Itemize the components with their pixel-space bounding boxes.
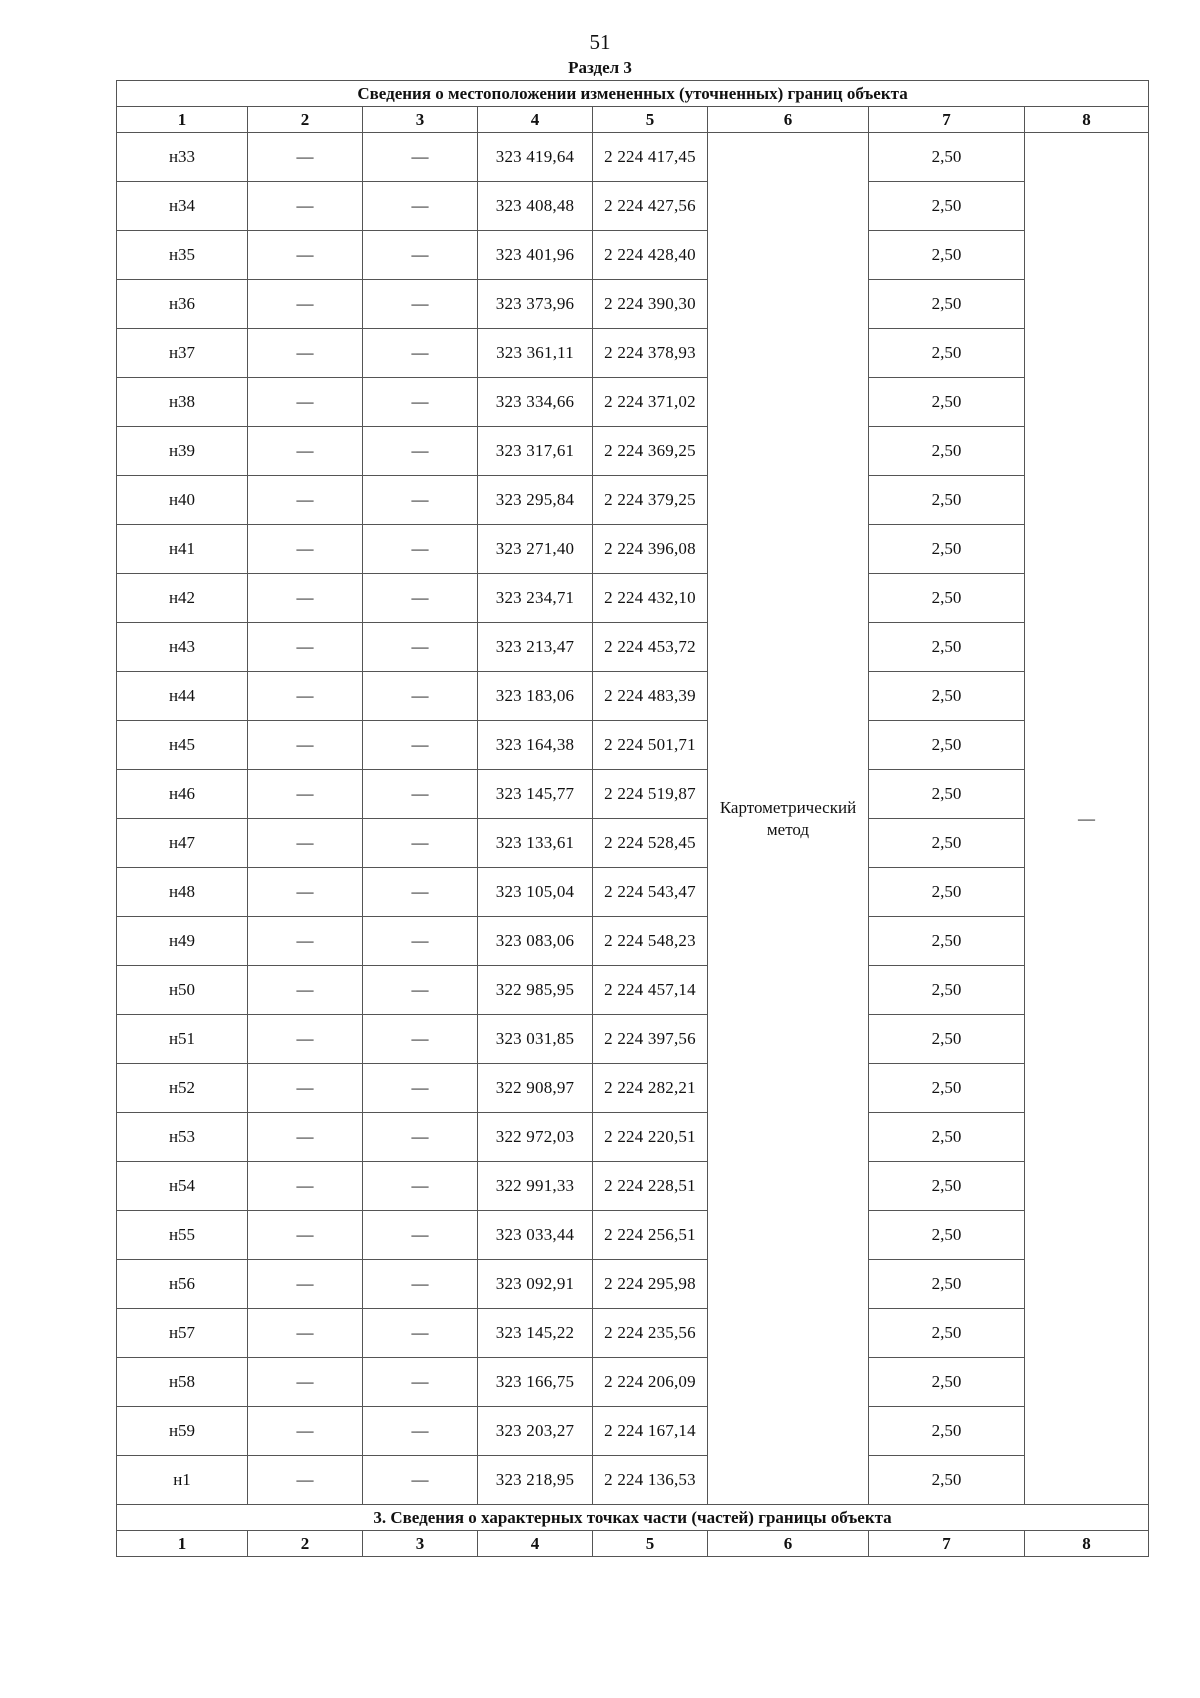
footer-column-number: 3 — [363, 1531, 478, 1557]
column3-cell: — — [363, 1456, 478, 1505]
column3-cell: — — [363, 819, 478, 868]
point-name-cell: н40 — [117, 476, 248, 525]
accuracy-cell: 2,50 — [869, 1407, 1025, 1456]
column3-cell: — — [363, 231, 478, 280]
column2-cell: — — [248, 182, 363, 231]
accuracy-cell: 2,50 — [869, 182, 1025, 231]
point-name-cell: н1 — [117, 1456, 248, 1505]
x-coordinate-cell: 322 985,95 — [478, 966, 593, 1015]
column3-cell: — — [363, 721, 478, 770]
point-name-cell: н55 — [117, 1211, 248, 1260]
column2-cell: — — [248, 1407, 363, 1456]
y-coordinate-cell: 2 224 543,47 — [593, 868, 708, 917]
y-coordinate-cell: 2 224 282,21 — [593, 1064, 708, 1113]
table-row — [117, 1260, 1149, 1309]
y-coordinate-cell: 2 224 396,08 — [593, 525, 708, 574]
column3-cell: — — [363, 966, 478, 1015]
column2-cell: — — [248, 427, 363, 476]
table-row — [117, 770, 1149, 819]
point-name-cell: н56 — [117, 1260, 248, 1309]
y-coordinate-cell: 2 224 235,56 — [593, 1309, 708, 1358]
column-number-row — [117, 107, 1149, 133]
accuracy-cell: 2,50 — [869, 623, 1025, 672]
point-name-cell: н48 — [117, 868, 248, 917]
table-row — [117, 1162, 1149, 1211]
column2-cell: — — [248, 476, 363, 525]
x-coordinate-cell: 323 033,44 — [478, 1211, 593, 1260]
column3-cell: — — [363, 476, 478, 525]
point-name-cell: н41 — [117, 525, 248, 574]
accuracy-cell: 2,50 — [869, 819, 1025, 868]
y-coordinate-cell: 2 224 417,45 — [593, 133, 708, 182]
y-coordinate-cell: 2 224 167,14 — [593, 1407, 708, 1456]
column2-cell: — — [248, 1211, 363, 1260]
x-coordinate-cell: 322 972,03 — [478, 1113, 593, 1162]
x-coordinate-cell: 323 373,96 — [478, 280, 593, 329]
column2-cell: — — [248, 721, 363, 770]
column2-cell: — — [248, 231, 363, 280]
point-name-cell: н54 — [117, 1162, 248, 1211]
column2-cell: — — [248, 819, 363, 868]
column2-cell: — — [248, 966, 363, 1015]
column8-cell: — — [1025, 133, 1149, 1505]
column3-cell: — — [363, 623, 478, 672]
table-row — [117, 672, 1149, 721]
column-number: 7 — [869, 107, 1025, 133]
table-row — [117, 721, 1149, 770]
y-coordinate-cell: 2 224 379,25 — [593, 476, 708, 525]
accuracy-cell: 2,50 — [869, 770, 1025, 819]
point-name-cell: н52 — [117, 1064, 248, 1113]
point-name-cell: н53 — [117, 1113, 248, 1162]
table-row — [117, 476, 1149, 525]
accuracy-cell: 2,50 — [869, 966, 1025, 1015]
accuracy-cell: 2,50 — [869, 329, 1025, 378]
y-coordinate-cell: 2 224 501,71 — [593, 721, 708, 770]
y-coordinate-cell: 2 224 295,98 — [593, 1260, 708, 1309]
accuracy-cell: 2,50 — [869, 378, 1025, 427]
x-coordinate-cell: 323 361,11 — [478, 329, 593, 378]
column-number: 6 — [708, 107, 869, 133]
column3-cell: — — [363, 133, 478, 182]
footer-column-number-row — [117, 1531, 1149, 1557]
column3-cell: — — [363, 868, 478, 917]
x-coordinate-cell: 323 401,96 — [478, 231, 593, 280]
x-coordinate-cell: 323 166,75 — [478, 1358, 593, 1407]
column2-cell: — — [248, 1015, 363, 1064]
table-row — [117, 427, 1149, 476]
table-row — [117, 231, 1149, 280]
table-row — [117, 623, 1149, 672]
column3-cell: — — [363, 1162, 478, 1211]
table-row — [117, 1456, 1149, 1505]
table-row — [117, 182, 1149, 231]
point-name-cell: н38 — [117, 378, 248, 427]
column2-cell: — — [248, 1064, 363, 1113]
footer-header: 3. Сведения о характерных точках части (частей) границы объекта — [117, 1505, 1149, 1531]
x-coordinate-cell: 323 145,77 — [478, 770, 593, 819]
column2-cell: — — [248, 1260, 363, 1309]
accuracy-cell: 2,50 — [869, 868, 1025, 917]
point-name-cell: н43 — [117, 623, 248, 672]
y-coordinate-cell: 2 224 453,72 — [593, 623, 708, 672]
column3-cell: — — [363, 1309, 478, 1358]
column3-cell: — — [363, 378, 478, 427]
table-row — [117, 1064, 1149, 1113]
column-number: 3 — [363, 107, 478, 133]
point-name-cell: н33 — [117, 133, 248, 182]
column2-cell: — — [248, 770, 363, 819]
accuracy-cell: 2,50 — [869, 476, 1025, 525]
x-coordinate-cell: 323 092,91 — [478, 1260, 593, 1309]
column2-cell: — — [248, 672, 363, 721]
accuracy-cell: 2,50 — [869, 1309, 1025, 1358]
x-coordinate-cell: 323 105,04 — [478, 868, 593, 917]
table-row — [117, 329, 1149, 378]
column2-cell: — — [248, 1456, 363, 1505]
table-row — [117, 525, 1149, 574]
accuracy-cell: 2,50 — [869, 721, 1025, 770]
column2-cell: — — [248, 525, 363, 574]
column3-cell: — — [363, 280, 478, 329]
footer-column-number: 6 — [708, 1531, 869, 1557]
point-name-cell: н58 — [117, 1358, 248, 1407]
table-header: Сведения о местоположении измененных (уточненных) границ объекта — [117, 81, 1149, 107]
column-number: 4 — [478, 107, 593, 133]
column2-cell: — — [248, 329, 363, 378]
table-row — [117, 1407, 1149, 1456]
y-coordinate-cell: 2 224 457,14 — [593, 966, 708, 1015]
page-number: 51 — [589, 30, 611, 54]
column3-cell: — — [363, 1407, 478, 1456]
x-coordinate-cell: 323 295,84 — [478, 476, 593, 525]
accuracy-cell: 2,50 — [869, 672, 1025, 721]
x-coordinate-cell: 323 218,95 — [478, 1456, 593, 1505]
table-row — [117, 966, 1149, 1015]
column3-cell: — — [363, 770, 478, 819]
column3-cell: — — [363, 1211, 478, 1260]
column2-cell: — — [248, 280, 363, 329]
y-coordinate-cell: 2 224 378,93 — [593, 329, 708, 378]
column3-cell: — — [363, 1064, 478, 1113]
y-coordinate-cell: 2 224 220,51 — [593, 1113, 708, 1162]
accuracy-cell: 2,50 — [869, 525, 1025, 574]
point-name-cell: н36 — [117, 280, 248, 329]
y-coordinate-cell: 2 224 369,25 — [593, 427, 708, 476]
footer-column-number: 7 — [869, 1531, 1025, 1557]
y-coordinate-cell: 2 224 206,09 — [593, 1358, 708, 1407]
y-coordinate-cell: 2 224 228,51 — [593, 1162, 708, 1211]
y-coordinate-cell: 2 224 519,87 — [593, 770, 708, 819]
column3-cell: — — [363, 672, 478, 721]
column2-cell: — — [248, 917, 363, 966]
column2-cell: — — [248, 1162, 363, 1211]
x-coordinate-cell: 323 083,06 — [478, 917, 593, 966]
x-coordinate-cell: 323 419,64 — [478, 133, 593, 182]
x-coordinate-cell: 323 164,38 — [478, 721, 593, 770]
accuracy-cell: 2,50 — [869, 133, 1025, 182]
table-row — [117, 574, 1149, 623]
column2-cell: — — [248, 1113, 363, 1162]
accuracy-cell: 2,50 — [869, 1064, 1025, 1113]
x-coordinate-cell: 323 145,22 — [478, 1309, 593, 1358]
column-number: 8 — [1025, 107, 1149, 133]
table-row — [117, 868, 1149, 917]
point-name-cell: н45 — [117, 721, 248, 770]
x-coordinate-cell: 323 271,40 — [478, 525, 593, 574]
column2-cell: — — [248, 868, 363, 917]
x-coordinate-cell: 322 991,33 — [478, 1162, 593, 1211]
accuracy-cell: 2,50 — [869, 231, 1025, 280]
x-coordinate-cell: 323 183,06 — [478, 672, 593, 721]
column3-cell: — — [363, 182, 478, 231]
point-name-cell: н46 — [117, 770, 248, 819]
table-row — [117, 378, 1149, 427]
y-coordinate-cell: 2 224 256,51 — [593, 1211, 708, 1260]
y-coordinate-cell: 2 224 428,40 — [593, 231, 708, 280]
x-coordinate-cell: 323 203,27 — [478, 1407, 593, 1456]
column2-cell: — — [248, 378, 363, 427]
x-coordinate-cell: 323 317,61 — [478, 427, 593, 476]
y-coordinate-cell: 2 224 371,02 — [593, 378, 708, 427]
footer-column-number: 4 — [478, 1531, 593, 1557]
x-coordinate-cell: 323 334,66 — [478, 378, 593, 427]
y-coordinate-cell: 2 224 390,30 — [593, 280, 708, 329]
point-name-cell: н47 — [117, 819, 248, 868]
x-coordinate-cell: 323 213,47 — [478, 623, 593, 672]
x-coordinate-cell: 323 133,61 — [478, 819, 593, 868]
column3-cell: — — [363, 917, 478, 966]
boundary-coordinates-table — [116, 80, 1149, 1557]
point-name-cell: н59 — [117, 1407, 248, 1456]
accuracy-cell: 2,50 — [869, 1211, 1025, 1260]
method-cell: Картометрический метод — [708, 133, 869, 1505]
footer-column-number: 8 — [1025, 1531, 1149, 1557]
y-coordinate-cell: 2 224 136,53 — [593, 1456, 708, 1505]
column3-cell: — — [363, 574, 478, 623]
footer-column-number: 2 — [248, 1531, 363, 1557]
accuracy-cell: 2,50 — [869, 1456, 1025, 1505]
table-row — [117, 1358, 1149, 1407]
column3-cell: — — [363, 1015, 478, 1064]
y-coordinate-cell: 2 224 427,56 — [593, 182, 708, 231]
y-coordinate-cell: 2 224 483,39 — [593, 672, 708, 721]
accuracy-cell: 2,50 — [869, 1260, 1025, 1309]
table-row — [117, 1015, 1149, 1064]
y-coordinate-cell: 2 224 432,10 — [593, 574, 708, 623]
y-coordinate-cell: 2 224 397,56 — [593, 1015, 708, 1064]
y-coordinate-cell: 2 224 528,45 — [593, 819, 708, 868]
x-coordinate-cell: 323 234,71 — [478, 574, 593, 623]
column2-cell: — — [248, 1309, 363, 1358]
footer-column-number: 1 — [117, 1531, 248, 1557]
point-name-cell: н39 — [117, 427, 248, 476]
table-row — [117, 133, 1149, 182]
accuracy-cell: 2,50 — [869, 574, 1025, 623]
point-name-cell: н44 — [117, 672, 248, 721]
accuracy-cell: 2,50 — [869, 280, 1025, 329]
column-number: 2 — [248, 107, 363, 133]
section-title: Раздел 3 — [568, 58, 632, 77]
point-name-cell: н49 — [117, 917, 248, 966]
point-name-cell: н35 — [117, 231, 248, 280]
column2-cell: — — [248, 574, 363, 623]
point-name-cell: н57 — [117, 1309, 248, 1358]
column3-cell: — — [363, 1260, 478, 1309]
accuracy-cell: 2,50 — [869, 1015, 1025, 1064]
footer-column-number: 5 — [593, 1531, 708, 1557]
accuracy-cell: 2,50 — [869, 1113, 1025, 1162]
column3-cell: — — [363, 1358, 478, 1407]
accuracy-cell: 2,50 — [869, 427, 1025, 476]
column3-cell: — — [363, 1113, 478, 1162]
column2-cell: — — [248, 1358, 363, 1407]
column3-cell: — — [363, 329, 478, 378]
column2-cell: — — [248, 133, 363, 182]
point-name-cell: н51 — [117, 1015, 248, 1064]
column3-cell: — — [363, 525, 478, 574]
table-row — [117, 280, 1149, 329]
column-number: 1 — [117, 107, 248, 133]
column-number: 5 — [593, 107, 708, 133]
footer-header-row — [117, 1505, 1149, 1531]
accuracy-cell: 2,50 — [869, 917, 1025, 966]
point-name-cell: н50 — [117, 966, 248, 1015]
table-row — [117, 1113, 1149, 1162]
column2-cell: — — [248, 623, 363, 672]
accuracy-cell: 2,50 — [869, 1358, 1025, 1407]
y-coordinate-cell: 2 224 548,23 — [593, 917, 708, 966]
accuracy-cell: 2,50 — [869, 1162, 1025, 1211]
x-coordinate-cell: 322 908,97 — [478, 1064, 593, 1113]
point-name-cell: н34 — [117, 182, 248, 231]
x-coordinate-cell: 323 031,85 — [478, 1015, 593, 1064]
table-row — [117, 917, 1149, 966]
point-name-cell: н42 — [117, 574, 248, 623]
x-coordinate-cell: 323 408,48 — [478, 182, 593, 231]
table-row — [117, 1309, 1149, 1358]
table-row — [117, 819, 1149, 868]
table-row — [117, 1211, 1149, 1260]
column3-cell: — — [363, 427, 478, 476]
point-name-cell: н37 — [117, 329, 248, 378]
